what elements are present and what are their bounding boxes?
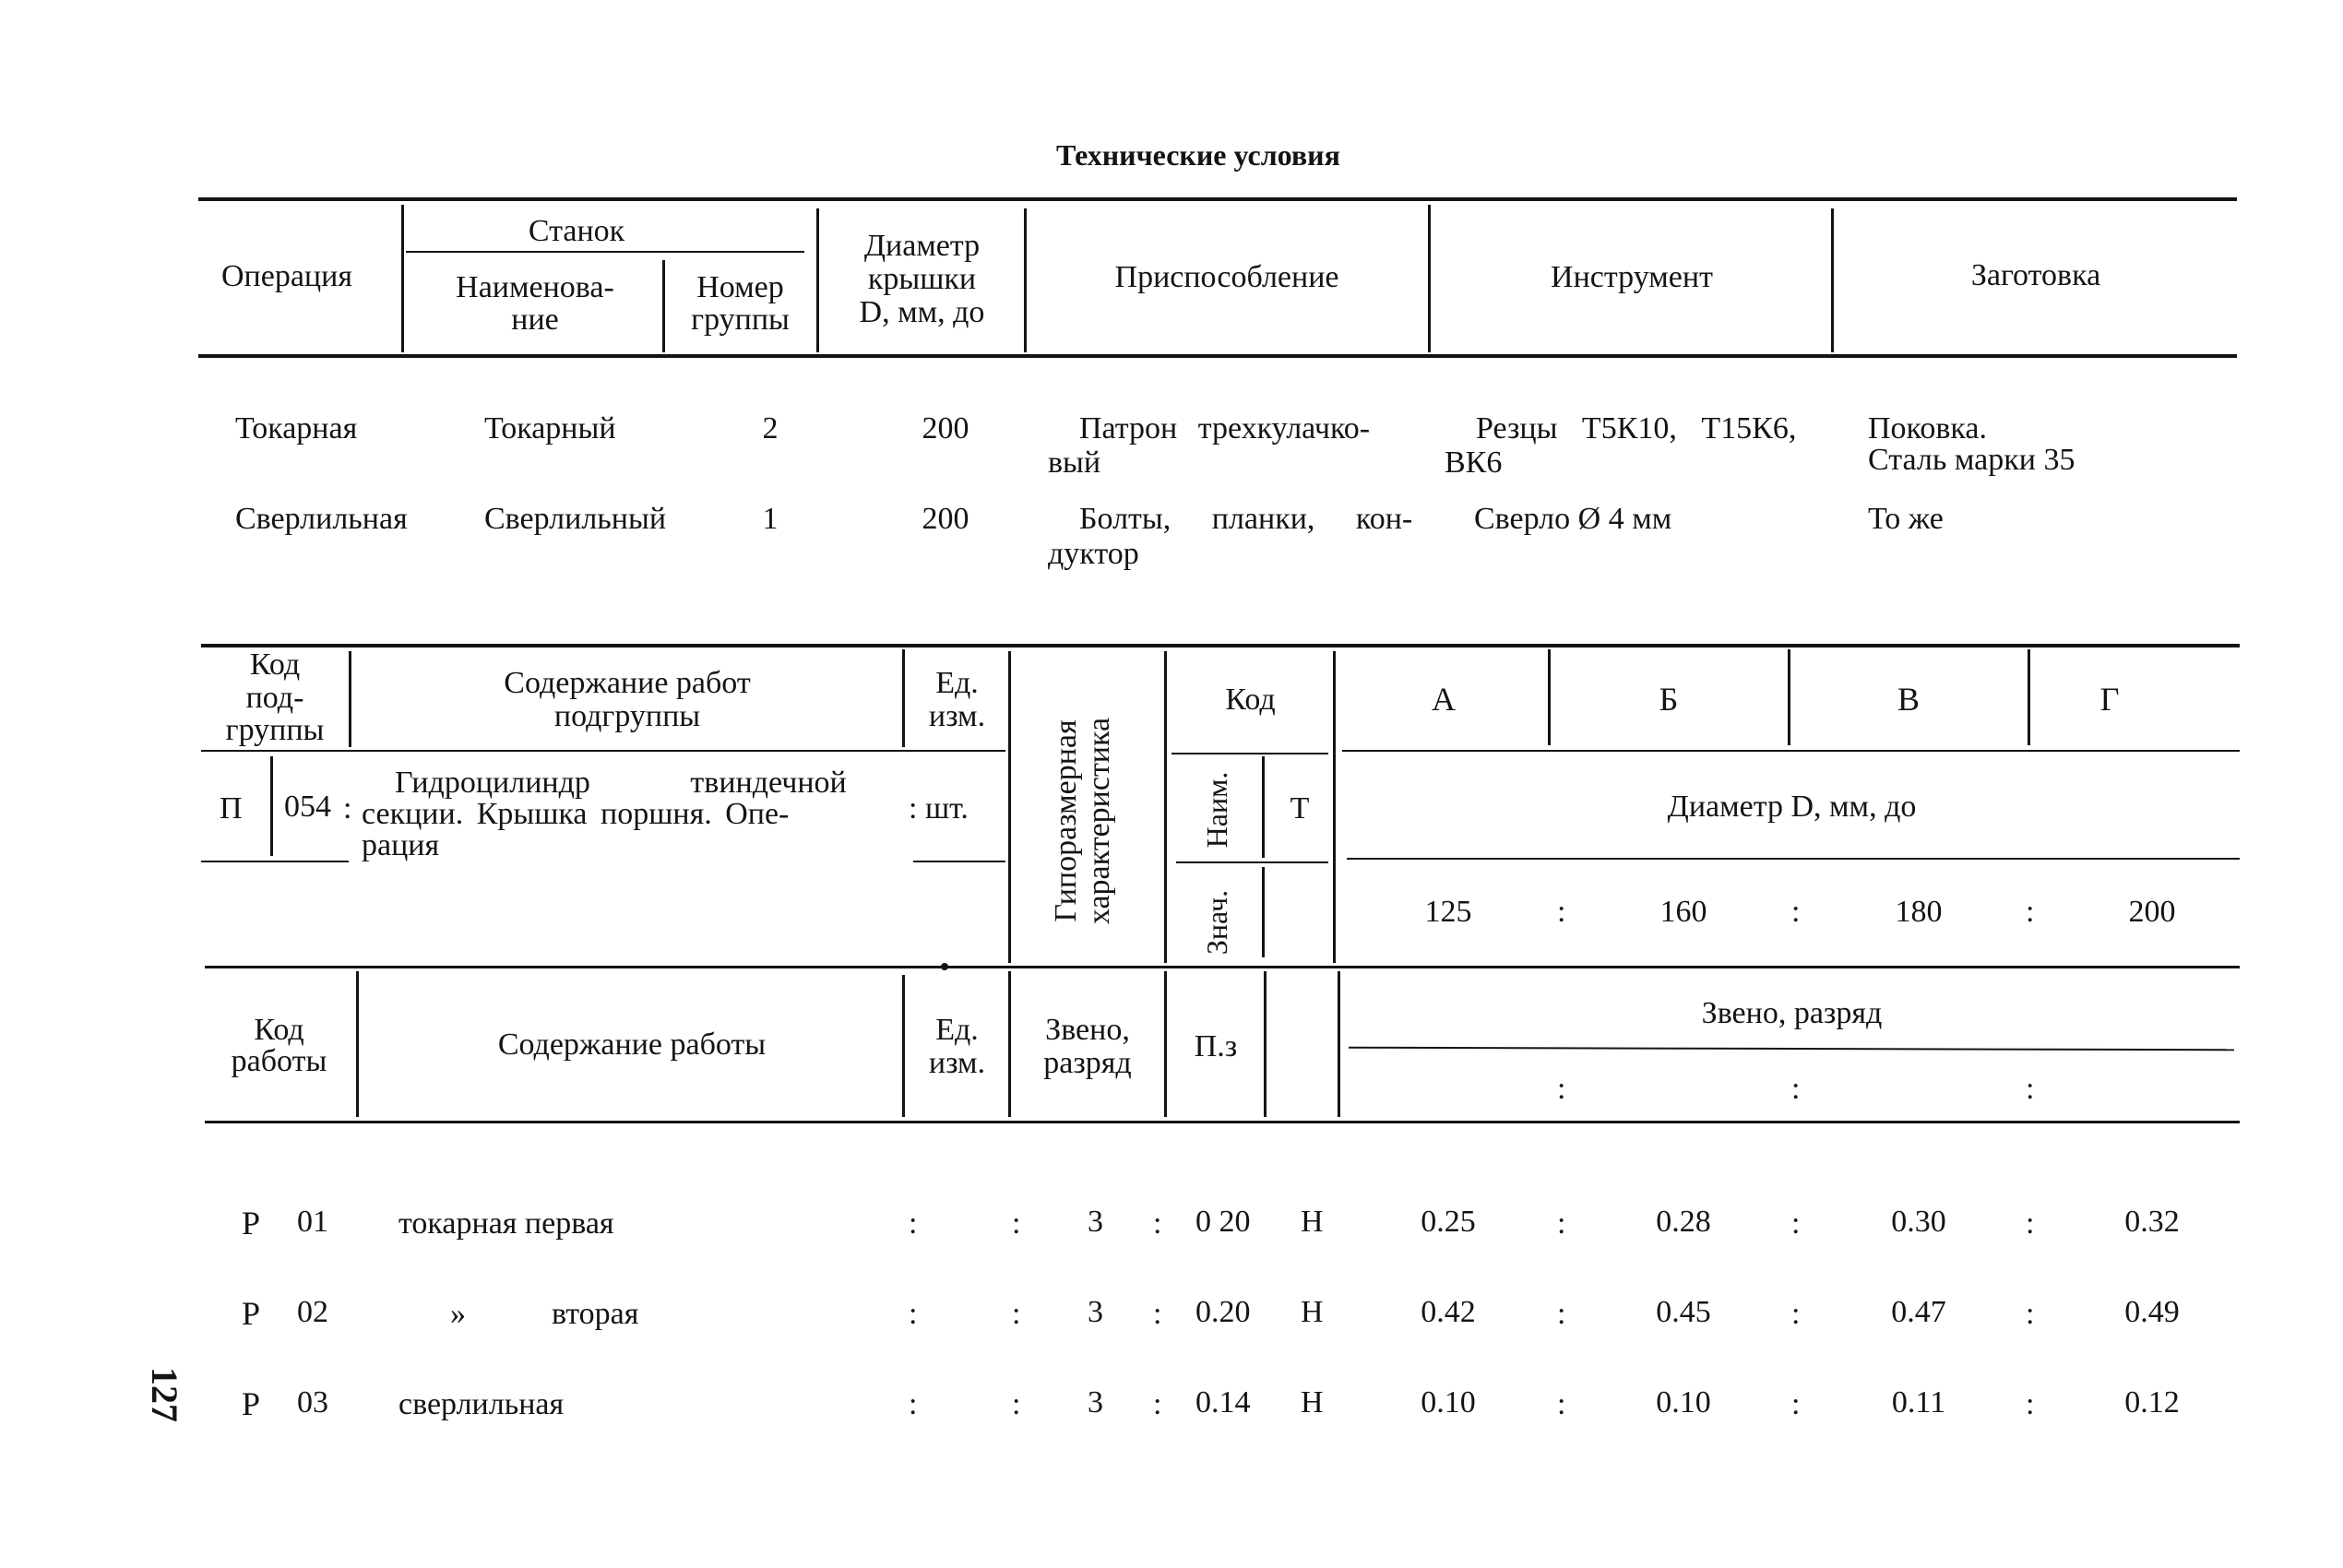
- header-operation: Операция: [221, 259, 352, 293]
- rule-unit-short: [913, 861, 1005, 862]
- work-row3-letter: Р: [242, 1385, 261, 1422]
- link-rank-sep-2: :: [1791, 1072, 1801, 1106]
- work-row2-letter: Р: [242, 1295, 261, 1332]
- subgroup-content-header-2: подгруппы: [553, 699, 701, 733]
- work-row1-g: 0.32: [2124, 1205, 2180, 1239]
- work-row3-g: 0.12: [2124, 1385, 2180, 1420]
- link-rank-sep-1: :: [1557, 1072, 1566, 1106]
- n-vline-a: [1548, 649, 1551, 745]
- work-row1-sep-1: :: [1557, 1206, 1566, 1241]
- vline-4: [1024, 208, 1027, 352]
- header-diameter-1: Диаметр: [863, 229, 981, 263]
- work-row1-a: 0.25: [1421, 1205, 1476, 1239]
- row2-tool-1: Сверло Ø 4 мм: [1474, 502, 1672, 536]
- header-machine: Станок: [528, 214, 625, 248]
- work-row3-mark: Н: [1301, 1385, 1324, 1420]
- subgroup-letter: П: [220, 791, 243, 826]
- work-row1-sep-pz: :: [1153, 1206, 1162, 1241]
- header-diameter-3: D, мм, до: [859, 295, 985, 329]
- rule-top: [198, 197, 2237, 201]
- subgroup-unit: : шт.: [909, 791, 969, 826]
- subgroup-colon: :: [343, 791, 352, 826]
- work-row2-code: 02: [297, 1295, 328, 1329]
- vline-3: [816, 208, 819, 352]
- page-title: Технические условия: [1056, 138, 1340, 172]
- work-row2-mark: Н: [1301, 1295, 1324, 1329]
- w-vline-6: [1338, 971, 1340, 1117]
- work-row2-link: 3: [1088, 1295, 1103, 1329]
- rule-cols-bottom: [1342, 750, 2240, 752]
- work-row1-content: токарная первая: [398, 1206, 614, 1241]
- rule-naim-bottom: [1176, 861, 1328, 863]
- unit-header-1: Ед.: [935, 666, 979, 700]
- work-row2-sep-unit: :: [909, 1297, 918, 1331]
- sub-t: Т: [1290, 791, 1310, 826]
- col-v-header: В: [1897, 681, 1920, 718]
- row2-group: 1: [762, 502, 779, 536]
- work-row2-sep-pz: :: [1153, 1297, 1162, 1331]
- center-dot: [941, 963, 948, 970]
- work-row1-sep-3: :: [2026, 1206, 2035, 1241]
- diameter-sep-1: :: [1557, 895, 1566, 929]
- n-vline-4: [1164, 651, 1167, 963]
- subgroup-text-1: Гидроцилиндр твиндечной: [395, 766, 847, 800]
- rule-code-sub: [1172, 753, 1328, 754]
- work-row3-code: 03: [297, 1385, 328, 1420]
- n-vline-3: [1008, 651, 1011, 963]
- n-vline-1: [349, 651, 351, 747]
- row1-fixture-1: Патрон трехкулачко-: [1079, 411, 1371, 445]
- row1-tool-1: Резцы Т5К10, Т15К6,: [1476, 411, 1797, 445]
- rule-code-short: [201, 861, 349, 862]
- work-row3-sep-1: :: [1557, 1387, 1566, 1421]
- work-row1-sep-link: :: [1012, 1206, 1021, 1241]
- rule-work-header-bottom: [205, 1121, 2240, 1123]
- subgroup-text-2: секции. Крышка поршня. Опе-: [362, 797, 790, 831]
- w-vline-2: [902, 975, 905, 1117]
- row1-group: 2: [762, 411, 779, 445]
- hypo-header-1: Гипоразмерная: [1049, 719, 1083, 922]
- w-vline-1: [356, 971, 359, 1117]
- w-vline-3: [1008, 971, 1011, 1117]
- header-group-1: Номер: [696, 270, 784, 304]
- subgroup-code-header-3: группы: [225, 713, 325, 747]
- work-row2-v: 0.47: [1891, 1295, 1946, 1329]
- vline-6: [1831, 208, 1834, 352]
- work-code-header-2: работы: [231, 1044, 327, 1078]
- work-row2-sep-3: :: [2026, 1297, 2035, 1331]
- diameter-sep-2: :: [1791, 895, 1801, 929]
- diameter-label: Диаметр D, мм, до: [1667, 790, 1917, 824]
- unit-header-2: изм.: [928, 699, 986, 733]
- row1-diameter: 200: [922, 411, 969, 445]
- subgroup-code-header-1: Код: [249, 647, 301, 682]
- hypo-header: [1050, 683, 1124, 959]
- w-vline-5: [1264, 971, 1267, 1117]
- w-vline-4: [1164, 971, 1167, 1117]
- link-rank-sep-3: :: [2026, 1072, 2035, 1106]
- header-tool: Инструмент: [1551, 260, 1713, 294]
- row1-machine: Токарный: [484, 411, 616, 445]
- header-fixture: Приспособление: [1114, 260, 1339, 294]
- n-vline-p: [270, 756, 273, 856]
- diameter-sep-3: :: [2026, 895, 2035, 929]
- work-row2-g: 0.49: [2124, 1295, 2180, 1329]
- n-vline-znach: [1262, 867, 1265, 957]
- row1-blank-1: Поковка.: [1868, 411, 1987, 445]
- row2-fixture-1: Болты, планки, кон-: [1079, 502, 1413, 536]
- work-row1-link: 3: [1088, 1205, 1103, 1239]
- work-row3-sep-3: :: [2026, 1387, 2035, 1421]
- rule-norm-top: [201, 644, 2240, 647]
- row1-operation: Токарная: [235, 411, 358, 445]
- row2-fixture-2: дуктор: [1048, 537, 1139, 571]
- work-row2-sep-1: :: [1557, 1297, 1566, 1331]
- work-row3-sep-unit: :: [909, 1387, 918, 1421]
- subgroup-num: 054: [284, 790, 331, 824]
- work-row1-b: 0.28: [1656, 1205, 1711, 1239]
- sub-znach: Знач.: [1200, 889, 1233, 956]
- col-b-header: Б: [1659, 681, 1679, 718]
- work-row2-sep-link: :: [1012, 1297, 1021, 1331]
- work-unit-header-1: Ед.: [935, 1013, 979, 1047]
- vline-5: [1428, 205, 1431, 352]
- link-header-2: разряд: [1043, 1046, 1132, 1080]
- work-row1-sep-unit: :: [909, 1206, 918, 1241]
- n-vline-b: [1788, 649, 1790, 745]
- work-row1-mark: Н: [1301, 1205, 1324, 1239]
- rule-header-bottom: [198, 354, 2237, 358]
- work-row3-link: 3: [1088, 1385, 1103, 1420]
- diameter-value-g: 200: [2128, 895, 2176, 929]
- header-diameter-2: крышки: [867, 262, 977, 296]
- row2-operation: Сверлильная: [235, 502, 408, 536]
- header-group-2: группы: [691, 303, 790, 337]
- page-number: 127: [144, 1367, 185, 1422]
- work-code-header-1: Код: [254, 1013, 304, 1047]
- rule-subgroup-header: [201, 750, 1005, 752]
- work-row2-a: 0.42: [1421, 1295, 1476, 1329]
- work-row3-v: 0.11: [1891, 1385, 1946, 1420]
- subgroup-code-header-2: под-: [245, 681, 304, 715]
- row1-fixture-2: вый: [1048, 445, 1101, 480]
- vline-2: [662, 260, 665, 352]
- code-header: Код: [1225, 683, 1276, 717]
- work-row1-sep-2: :: [1791, 1206, 1801, 1241]
- n-vline-5: [1333, 651, 1336, 963]
- diameter-value-b: 160: [1659, 895, 1707, 929]
- header-blank: Заготовка: [1970, 258, 2101, 292]
- work-row1-v: 0.30: [1891, 1205, 1946, 1239]
- row2-blank-1: То же: [1868, 502, 1944, 536]
- subgroup-text-3: рация: [362, 828, 440, 862]
- header-machine-name-1: Наименова-: [456, 270, 614, 304]
- row1-blank-2: Сталь марки 35: [1868, 443, 2075, 477]
- hypo-header-2: характеристика: [1081, 717, 1116, 925]
- work-row2-content: вторая: [552, 1297, 639, 1331]
- work-content-header: Содержание работы: [497, 1028, 767, 1062]
- work-row3-pz: 0.14: [1195, 1385, 1251, 1420]
- rule-link-rank: [1349, 1047, 2234, 1051]
- rule-diameter-label: [1347, 858, 2240, 860]
- link-rank-header: Звено, разряд: [1701, 996, 1883, 1030]
- row2-diameter: 200: [922, 502, 969, 536]
- work-row1-letter: Р: [242, 1205, 261, 1241]
- header-machine-name-2: ние: [511, 303, 559, 337]
- n-vline-2: [902, 649, 905, 747]
- work-row3-sep-link: :: [1012, 1387, 1021, 1421]
- diameter-value-a: 125: [1424, 895, 1472, 929]
- work-row3-sep-pz: :: [1153, 1387, 1162, 1421]
- n-vline-v: [2028, 649, 2030, 745]
- subgroup-content-header-1: Содержание работ: [504, 666, 751, 700]
- work-row1-code: 01: [297, 1205, 328, 1239]
- link-header-1: Звено,: [1045, 1013, 1130, 1047]
- work-row1-pz: 0 20: [1195, 1205, 1251, 1239]
- work-row3-a: 0.10: [1421, 1385, 1476, 1420]
- diameter-value-v: 180: [1895, 895, 1943, 929]
- work-unit-header-2: изм.: [928, 1046, 986, 1080]
- row2-machine: Сверлильный: [484, 502, 667, 536]
- work-row2-sep-2: :: [1791, 1297, 1801, 1331]
- n-vline-t: [1262, 756, 1265, 858]
- work-row2-ditto: »: [450, 1297, 466, 1331]
- row1-tool-2: ВК6: [1445, 445, 1503, 480]
- work-row3-sep-2: :: [1791, 1387, 1801, 1421]
- work-row2-pz: 0.20: [1195, 1295, 1251, 1329]
- col-a-header: А: [1432, 681, 1456, 718]
- vline-1: [401, 205, 404, 352]
- work-row2-b: 0.45: [1656, 1295, 1711, 1329]
- col-g-header: Г: [2099, 681, 2120, 718]
- work-row3-content: сверлильная: [398, 1387, 565, 1421]
- rule-machine-sub: [406, 251, 804, 253]
- work-row3-b: 0.10: [1656, 1385, 1711, 1420]
- sub-naim: Наим.: [1200, 771, 1233, 849]
- pz-header: П.з: [1194, 1029, 1238, 1063]
